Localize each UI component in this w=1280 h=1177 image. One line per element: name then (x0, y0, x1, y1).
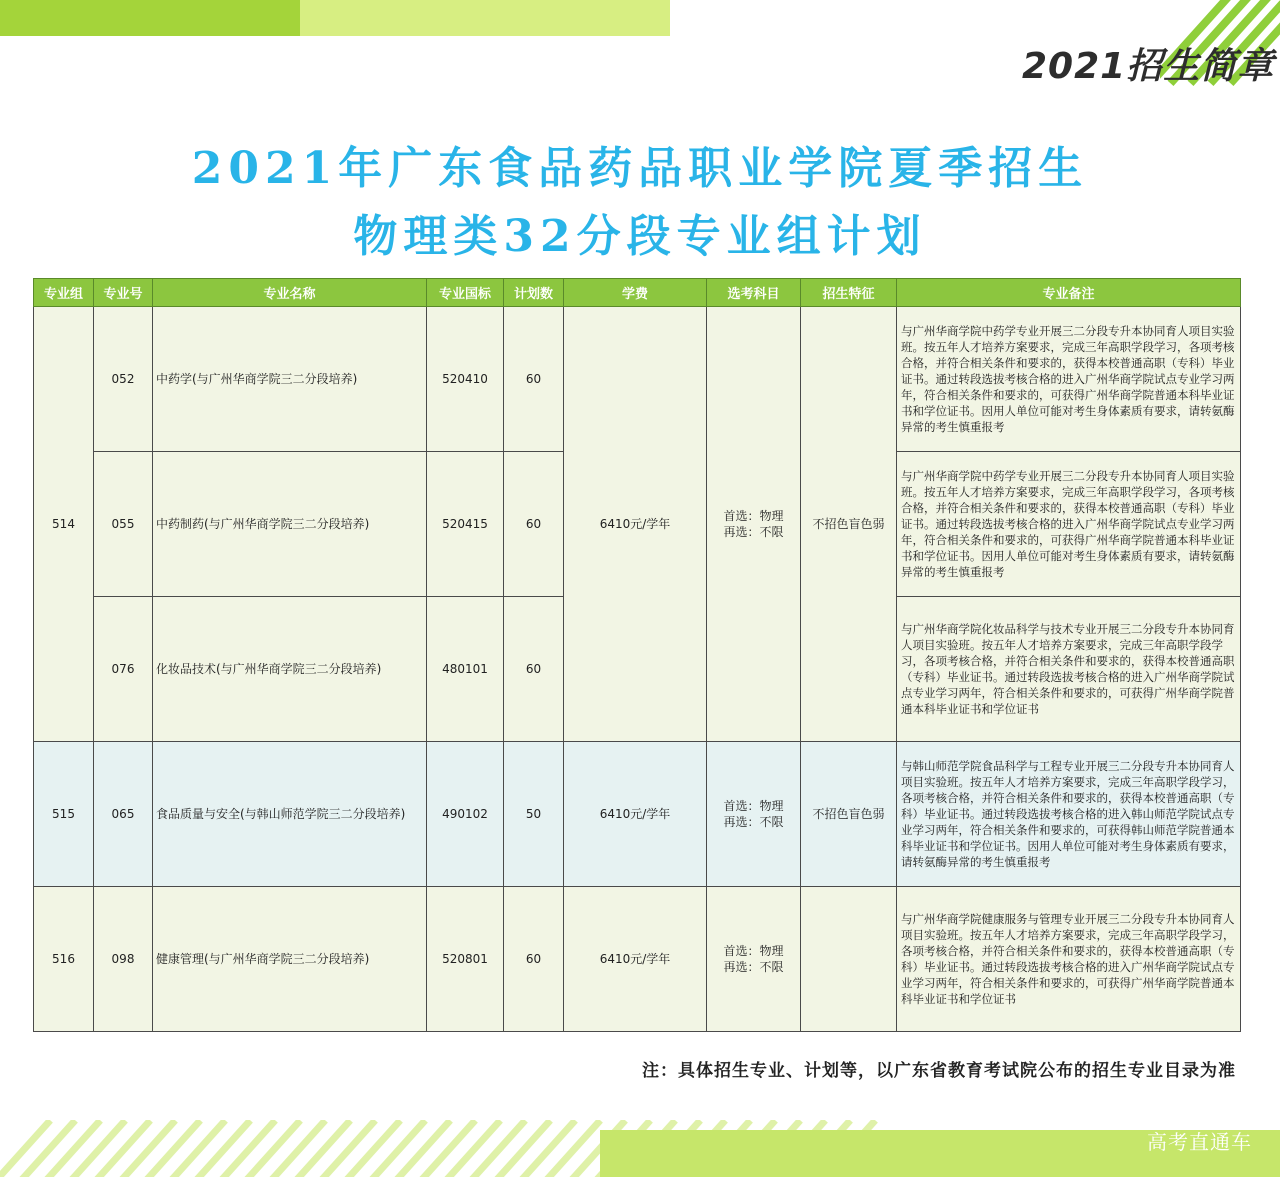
top-color-band-accent (0, 0, 300, 36)
tuition-cell: 6410元/学年 (564, 887, 707, 1032)
major-standard: 520410 (427, 307, 504, 452)
note-cell: 与广州华商学院中药学专业开展三二分段专升本协同育人项目实验班。按五年人才培养方案要求，完成三年高职学段学习，各项考核合格，并符合相关条件和要求的，获得本校普通高职（专科）毕业证书。通过转段选拔考核合格的进入广州华商学院试点专业学习两年，符合相关条件和要求的，可获得广州华商学院普通本科毕业证书和学位证书。因用人单位可能对考生身体素质有要求，请转氨酶异常的考生慎重报考 (897, 452, 1241, 597)
major-standard: 520801 (427, 887, 504, 1032)
col-header-code: 专业号 (94, 279, 153, 307)
watermark: 高考直通车 (1147, 1130, 1252, 1154)
table-row (34, 742, 1241, 887)
col-header-standard: 专业国标 (427, 279, 504, 307)
plan-count: 60 (504, 887, 564, 1032)
subject-first: 首选：物理 (723, 509, 784, 523)
enrollment-plan-table (33, 278, 1241, 1032)
major-name: 健康管理(与广州华商学院三二分段培养) (153, 887, 427, 1032)
page-title-line2: 物理类32分段专业组计划 (353, 211, 927, 262)
major-code: 065 (94, 742, 153, 887)
col-header-subjects: 选考科目 (707, 279, 801, 307)
major-code: 098 (94, 887, 153, 1032)
col-header-tuition: 学费 (564, 279, 707, 307)
major-code: 055 (94, 452, 153, 597)
page-title-line1: 2021年广东食品药品职业学院夏季招生 (191, 143, 1089, 194)
subject-first: 首选：物理 (723, 799, 784, 813)
col-header-name: 专业名称 (153, 279, 427, 307)
col-header-plan: 计划数 (504, 279, 564, 307)
group-cell: 514 (34, 307, 94, 742)
plan-count: 60 (504, 452, 564, 597)
table-row (34, 307, 1241, 452)
feature-cell: 不招色盲色弱 (801, 742, 897, 887)
major-standard: 480101 (427, 597, 504, 742)
plan-count: 60 (504, 597, 564, 742)
feature-cell (801, 887, 897, 1032)
subject-second: 再选：不限 (723, 815, 784, 829)
table-header-row (34, 279, 1241, 307)
major-name: 食品质量与安全(与韩山师范学院三二分段培养) (153, 742, 427, 887)
col-header-note: 专业备注 (897, 279, 1241, 307)
footnote: 注：具体招生专业、计划等，以广东省教育考试院公布的招生专业目录为准 (642, 1061, 1236, 1081)
subjects-cell (707, 887, 801, 1032)
col-header-group: 专业组 (34, 279, 94, 307)
subject-second: 再选：不限 (723, 525, 784, 539)
note-cell: 与广州华商学院化妆品科学与技术专业开展三二分段专升本协同育人项目实验班。按五年人才培养方案要求，完成三年高职学段学习，各项考核合格，并符合相关条件和要求的，获得本校普通高职（专科）毕业证书。通过转段选拔考核合格的进入广州华商学院试点专业学习两年，符合相关条件和要求的，可获得广州华商学院普通本科毕业证书和学位证书 (897, 597, 1241, 742)
group-cell: 515 (34, 742, 94, 887)
brochure-badge: 2021招生简章 (1022, 46, 1275, 87)
major-code: 076 (94, 597, 153, 742)
tuition-cell: 6410元/学年 (564, 307, 707, 742)
subjects-cell (707, 742, 801, 887)
subject-second: 再选：不限 (723, 960, 784, 974)
plan-count: 60 (504, 307, 564, 452)
note-cell: 与韩山师范学院食品科学与工程专业开展三二分段专升本协同育人项目实验班。按五年人才培养方案要求，完成三年高职学段学习，各项考核合格，并符合相关条件和要求的，获得本校普通高职（专科）毕业证书。通过转段选拔考核合格的进入韩山师范学院试点专业学习两年，符合相关条件和要求的，可获得韩山师范学院普通本科毕业证书和学位证书。因用人单位可能对考生身体素质有要求，请转氨酶异常的考生慎重报考 (897, 742, 1241, 887)
major-name: 中药学(与广州华商学院三二分段培养) (153, 307, 427, 452)
major-standard: 490102 (427, 742, 504, 887)
group-cell: 516 (34, 887, 94, 1032)
feature-cell: 不招色盲色弱 (801, 307, 897, 742)
major-name: 化妆品技术(与广州华商学院三二分段培养) (153, 597, 427, 742)
tuition-cell: 6410元/学年 (564, 742, 707, 887)
note-cell: 与广州华商学院中药学专业开展三二分段专升本协同育人项目实验班。按五年人才培养方案要求，完成三年高职学段学习，各项考核合格，并符合相关条件和要求的，获得本校普通高职（专科）毕业证书。通过转段选拔考核合格的进入广州华商学院试点专业学习两年，符合相关条件和要求的，可获得广州华商学院普通本科毕业证书和学位证书。因用人单位可能对考生身体素质有要求，请转氨酶异常的考生慎重报考 (897, 307, 1241, 452)
major-code: 052 (94, 307, 153, 452)
subject-first: 首选：物理 (723, 944, 784, 958)
note-cell: 与广州华商学院健康服务与管理专业开展三二分段专升本协同育人项目实验班。按五年人才培养方案要求，完成三年高职学段学习，各项考核合格，并符合相关条件和要求的，获得本校普通高职（专科）毕业证书。通过转段选拔考核合格的进入广州华商学院试点专业学习两年，符合相关条件和要求的，可获得广州华商学院普通本科毕业证书和学位证书 (897, 887, 1241, 1032)
col-header-feature: 招生特征 (801, 279, 897, 307)
major-name: 中药制药(与广州华商学院三二分段培养) (153, 452, 427, 597)
subjects-cell (707, 307, 801, 742)
table-row (34, 887, 1241, 1032)
major-standard: 520415 (427, 452, 504, 597)
plan-count: 50 (504, 742, 564, 887)
